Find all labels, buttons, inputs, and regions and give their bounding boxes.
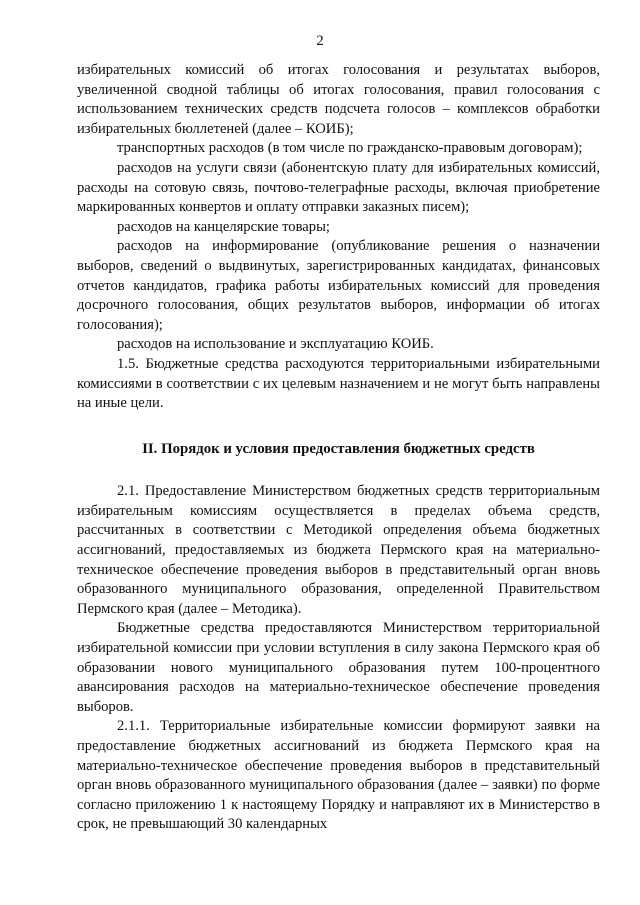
paragraph-1-5: 1.5. Бюджетные средства расходуются территориальными избирательными комиссиями в соответствии с их целевым назначением и не могут быть направлены на иные цели.	[77, 355, 600, 412]
paragraph-commission-results: избирательных комиссий об итогах голосования и результатах выборов, увеличенной сводной таблицы об итогах голосования, правил голосования с использованием технических средств подсчета голосов – комплексов обработки избирательных бюллетеней (далее – КОИБ);	[77, 62, 600, 137]
page-number: 2	[316, 33, 324, 49]
paragraph-2-1-1: 2.1.1. Территориальные избирательные комиссии формируют заявки на предоставление бюджетных ассигнований из бюджета Пермского края на материально-техническое обеспечение проведения выборов в представительный орган вновь образованного муниципального образования (далее – заявки) по форме согласно приложению 1 к настоящему Порядку и направляют их в Министерство в срок, не превышающий 30 календарных	[77, 718, 600, 833]
document-body	[77, 61, 600, 835]
paragraph-stationery-expenses: расходов на канцелярские товары;	[117, 218, 330, 235]
paragraph-budget-funds-provided: Бюджетные средства предоставляются Министерством территориальной избирательной комиссии при условии вступления в силу закона Пермского края об образовании нового муниципального образования путем 100-процентного авансирования расходов на материально-техническое обеспечение проведения выборов.	[77, 620, 600, 715]
paragraph-koib-expenses: расходов на использование и эксплуатацию КОИБ.	[117, 336, 434, 353]
section-heading: II. Порядок и условия предоставления бюджетных средств	[142, 440, 535, 457]
paragraph-communication-expenses: расходов на услуги связи (абонентскую плату для избирательных комиссий, расходы на сотовую связь, почтово-телеграфные расходы, включая приобретение маркированных конвертов и оплату отправки заказных писем);	[77, 159, 600, 216]
paragraph-2-1: 2.1. Предоставление Министерством бюджетных средств территориальным избирательным комиссиям осуществляется в пределах объема средств, рассчитанных в соответствии с Методикой определения объема бюджетных ассигнований, предоставляемых из бюджета Пермского края на материально-техническое обеспечение проведения выборов в представительный орган вновь образованного муниципального образования, определенной Правительством Пермского края (далее – Методика).	[77, 483, 600, 617]
paragraph-transport-expenses: транспортных расходов (в том числе по гражданско-правовым договорам);	[117, 140, 583, 157]
paragraph-information-expenses: расходов на информирование (опубликование решения о назначении выборов, сведений о выдвинутых, зарегистрированных кандидатах, финансовых отчетов кандидатов, графика работы избирательных комиссий для проведения досрочного голосования, общих результатов выборов, информации об итогах голосования);	[77, 238, 600, 333]
